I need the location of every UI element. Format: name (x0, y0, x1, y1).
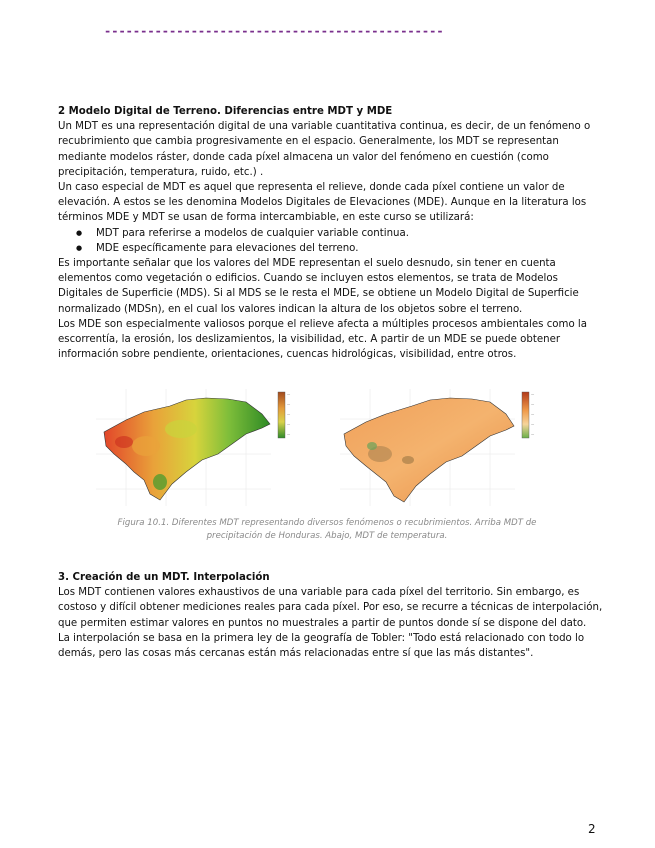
section-3 (58, 570, 604, 661)
svg-text:—: — (531, 412, 535, 416)
decorative-dashed-rule: ----------------------------------------------- (104, 24, 444, 38)
section-2-paragraph-2: Un caso especial de MDT es aquel que representa el relieve, donde cada píxel contiene un valor de elevación. A estos se les denomina Modelos Digitales de Elevaciones (MDE). Aunque en la literatura los términos MDE y MDT se usan de forma intercambiable, en este curso se utilizará: (58, 182, 587, 224)
svg-text:—: — (287, 422, 291, 426)
section-2-paragraph-1: Un MDT es una representación digital de una variable cuantitativa continua, es decir, de un fenómeno o recubrimiento que cambia progresivamente en el espacio. Generalmente, los MDT se representan mediante modelos ráster, donde cada píxel almacena un valor del fenómeno en cuestión (como precipitación, temperatura, ruido, etc.) . (58, 121, 591, 178)
svg-text:—: — (287, 432, 291, 436)
temperature-map-image (330, 384, 550, 512)
section-3-paragraph-2: La interpolación se basa en la primera ley de la geografía de Tobler: "Todo está relacionado con todo lo demás, pero las cosas más cercanas están más relacionadas entre sí que las más distantes". (58, 632, 585, 660)
svg-text:—: — (531, 422, 535, 426)
figure-caption: Figura 10.1. Diferentes MDT representando diversos fenómenos o recubrimientos. Arriba MDT de precipitación de Honduras. Abajo, MDT de temperatura. (117, 518, 537, 541)
svg-text:—: — (531, 402, 535, 406)
svg-text:—: — (287, 412, 291, 416)
section-2-paragraph-4: Los MDE son especialmente valiosos porque el relieve afecta a múltiples procesos ambientales como la escorrentía, la erosión, los deslizamientos, la visibilidad, etc. A partir de un MDE se puede obtener información sobre pendiente, orientaciones, cuencas hidrológicas, visibilidad, entre otros. (58, 318, 587, 361)
svg-text:—: — (531, 392, 535, 396)
svg-text:—: — (531, 432, 535, 436)
section-2 (58, 104, 604, 362)
precipitation-map-image (86, 384, 306, 512)
section-2-heading: 2 Modelo Digital de Terreno. Diferencias entre MDT y MDE (58, 106, 393, 117)
section-3-paragraph-1: Los MDT contienen valores exhaustivos de una variable para cada píxel del territorio. Sin embargo, es costoso y difícil obtener mediciones reales para cada píxel. Por eso, se recurre a técnicas de interpolación, que permiten estimar valores en puntos no muestrales a partir de puntos donde sí se dispone del dato. (58, 587, 603, 629)
section-3-heading: 3. Creación de un MDT. Interpolación (58, 572, 270, 583)
list-item: ● MDT para referirse a modelos de cualquier variable continua. (96, 226, 604, 241)
svg-text:—: — (287, 392, 291, 396)
page-number: 2 (588, 822, 596, 836)
list-item: ● MDE específicamente para elevaciones del terreno. (96, 241, 604, 256)
section-2-paragraph-3: Es importante señalar que los valores del MDE representan el suelo desnudo, sin tener en cuenta elementos como vegetación o edificios. Cuando se incluyen estos elementos, se trata de Modelos Digitales de Superficie (MDS). Si al MDS se le resta el MDE, se obtiene un Modelo Digital de Superficie normalizado (MDSn), en el cual los valores indican la altura de los objetos sobre el terreno. (58, 258, 579, 315)
term-list (58, 226, 604, 256)
figure-maps (82, 384, 558, 522)
svg-text:—: — (287, 402, 291, 406)
